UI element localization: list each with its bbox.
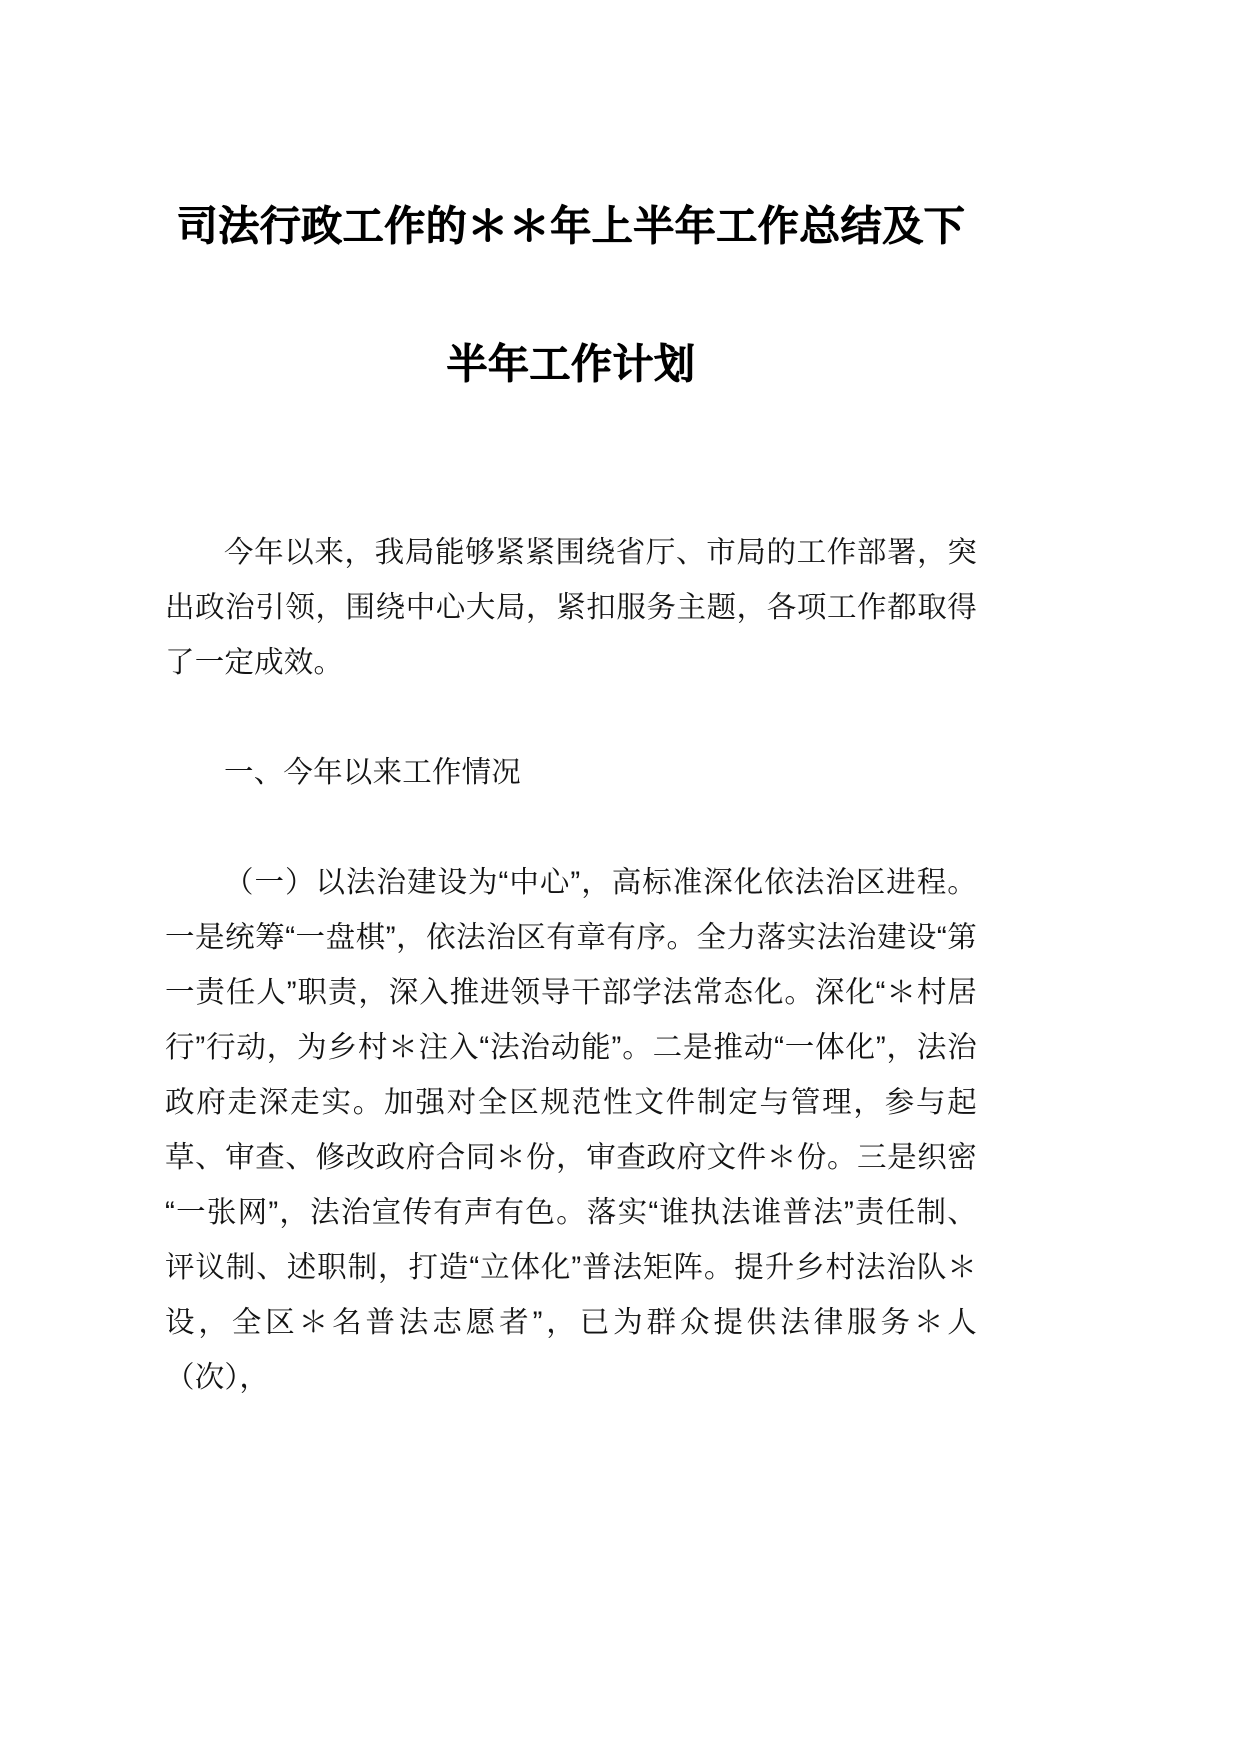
section-1-item-1-paragraph: （一）以法治建设为“中心”，高标准深化依法治区进程。一是统筹“一盘棋”，依法治区有章有序。全力落实法治建设“第一责任人”职责，深入推进领导干部学法常态化。深化“＊村居行”行动，为乡村＊注入“法治动能”。二是推动“一体化”，法治政府走深走实。加强对全区规范性文件制定与管理，参与起草、审查、修改政府合同＊份，审查政府文件＊份。三是织密“一张网”，法治宣传有声有色。落实“谁执法谁普法”责任制、评议制、述职制，打造“立体化”普法矩阵。提升乡村法治队＊设，全区＊名普法志愿者”，已为群众提供法律服务＊人（次）， xyxy=(165,866,977,1394)
title-body-spacer xyxy=(165,433,977,525)
document-content-column xyxy=(165,0,977,1754)
title-line-2: 半年工作计划 xyxy=(446,341,696,387)
section-heading-1: 一、今年以来工作情况 xyxy=(224,756,522,789)
page-title xyxy=(165,0,977,433)
intro-paragraph: 今年以来，我局能够紧紧围绕省厅、市局的工作部署，突出政治引领，围绕中心大局，紧扣服务主题，各项工作都取得了一定成效。 xyxy=(165,536,977,679)
title-line-1: 司法行政工作的＊＊年上半年工作总结及下 xyxy=(176,203,966,249)
